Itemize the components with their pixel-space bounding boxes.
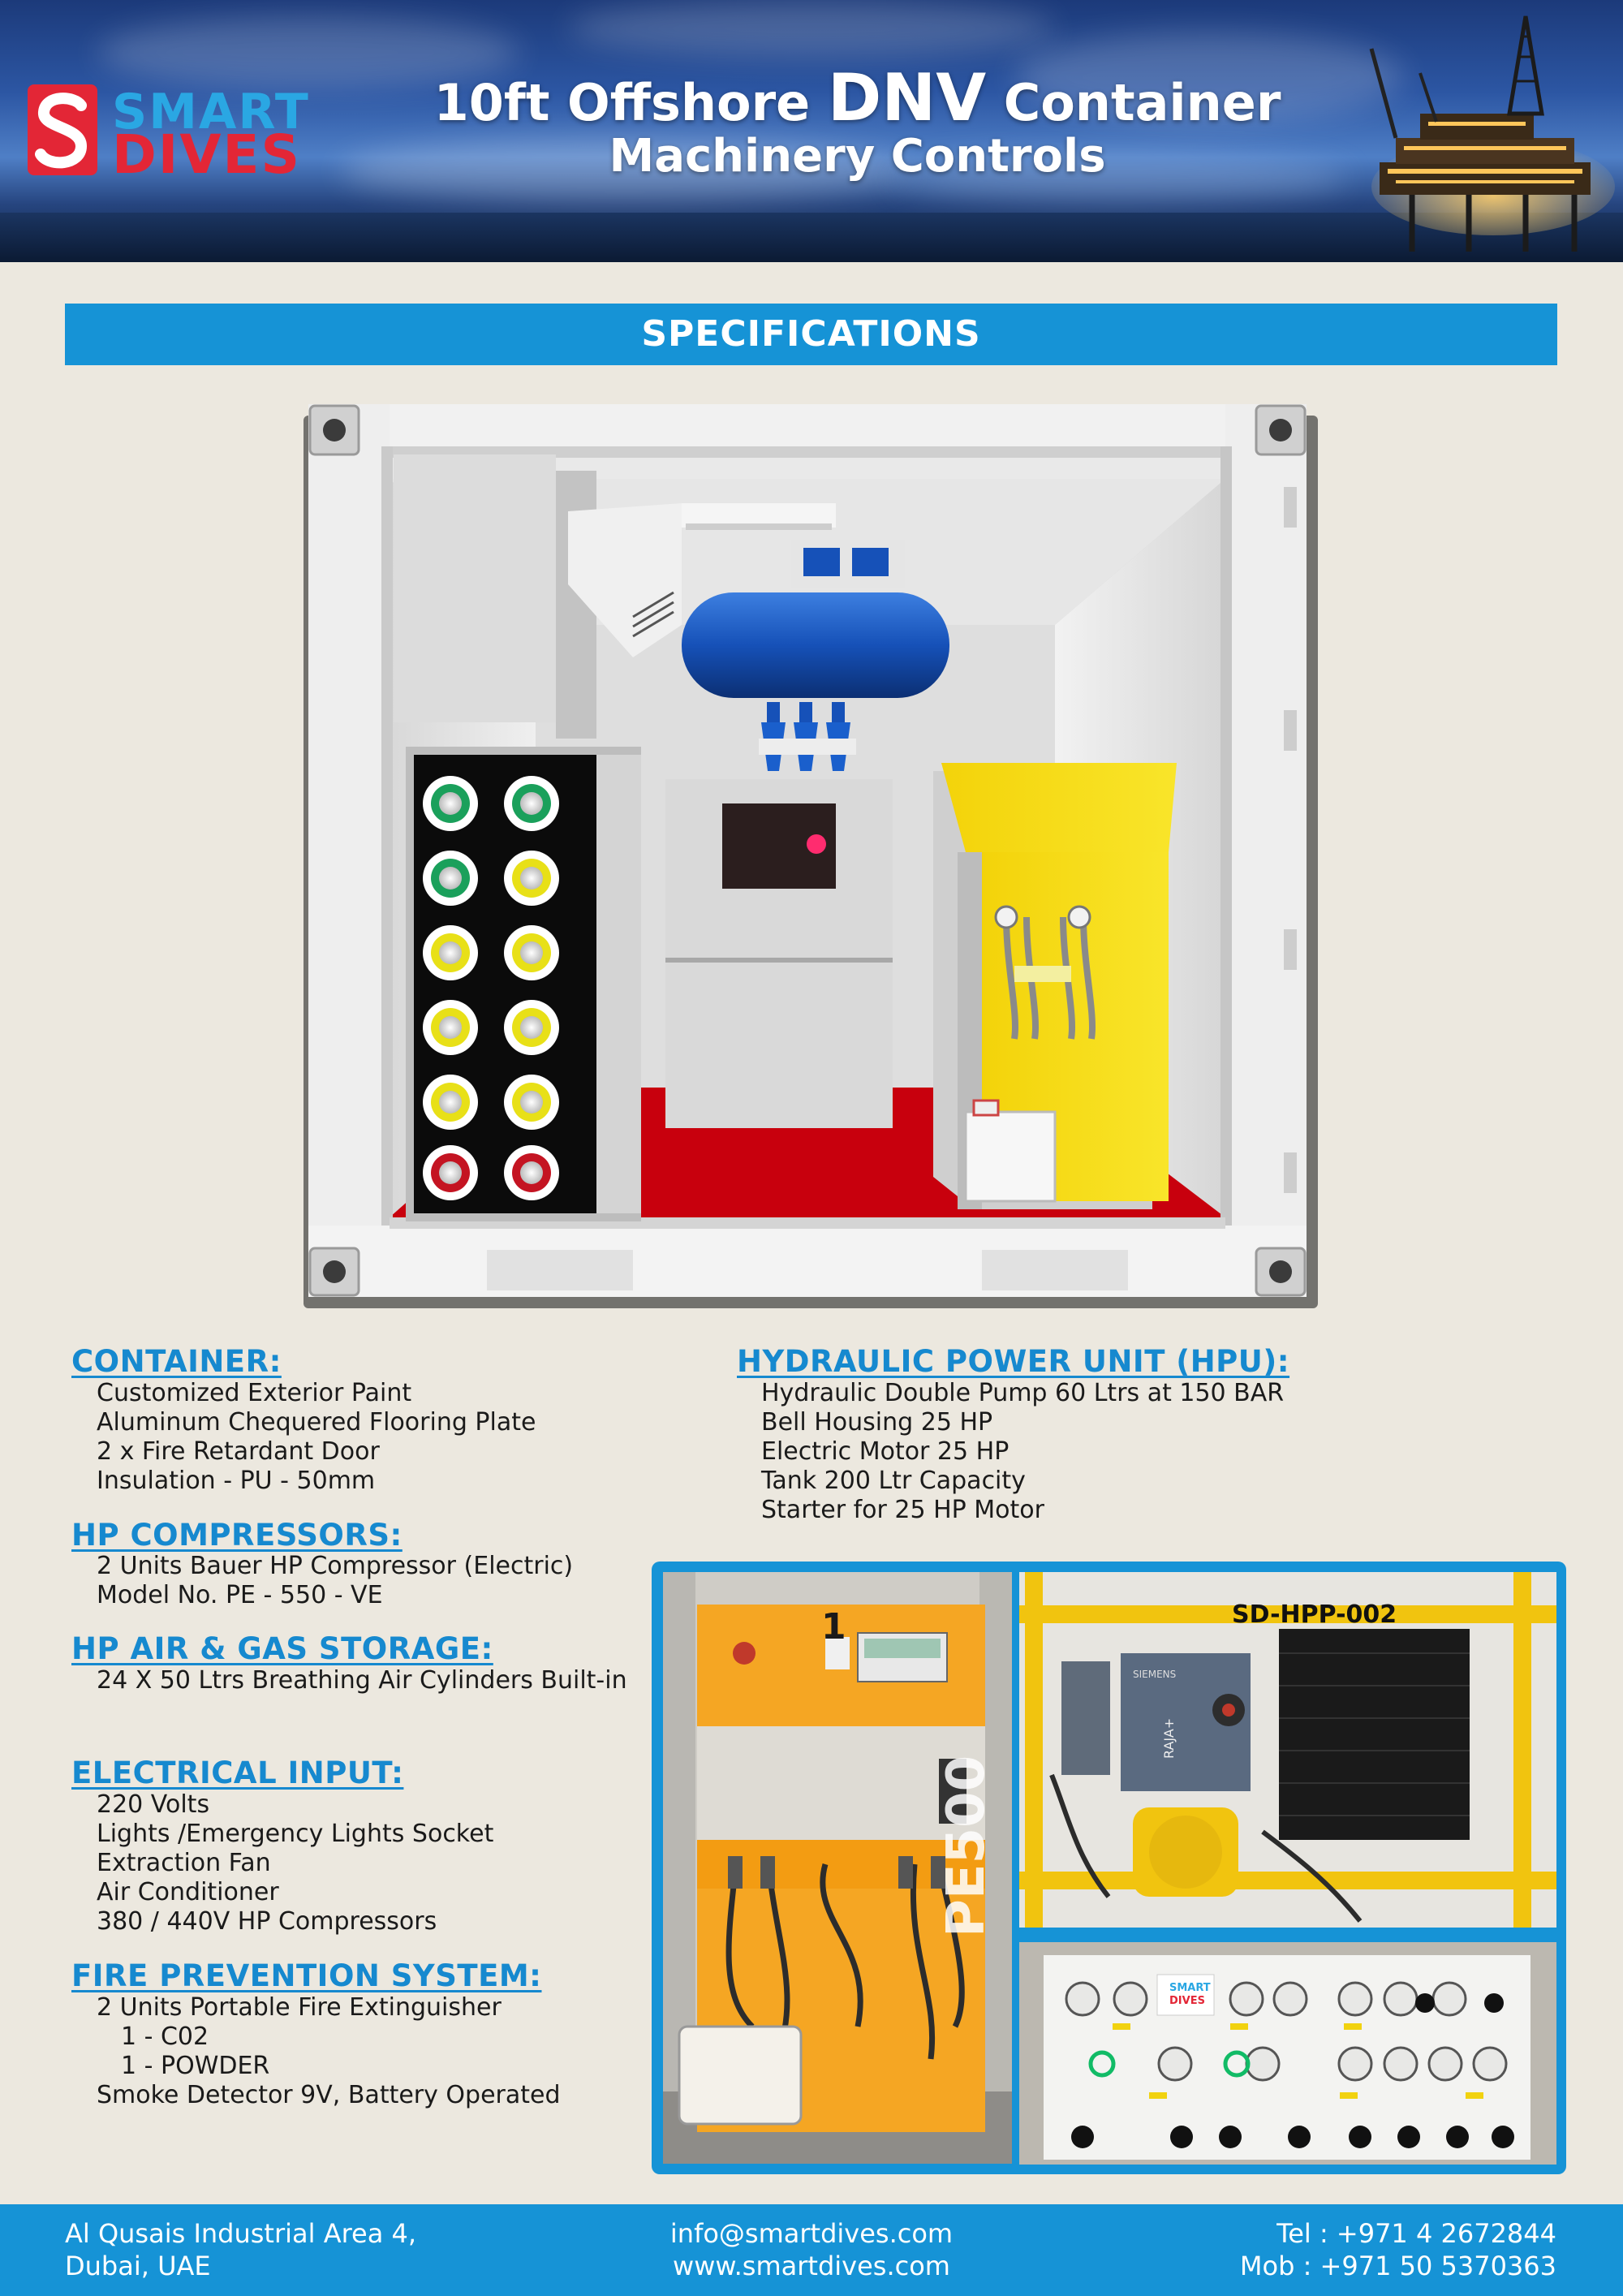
container-3d-render [292,398,1321,1315]
electrical-heading: ELECTRICAL INPUT: [71,1755,404,1790]
siemens-label: SIEMENS [1133,1669,1177,1680]
list-item: 2 Units Portable Fire Extinguisher [97,1993,502,2022]
raja-label: RAJA+ [1161,1717,1177,1759]
list-item: Aluminum Chequered Flooring Plate [97,1408,536,1437]
hp-compressors-heading: HP COMPRESSORS: [71,1518,403,1553]
list-item: Tank 200 Ltr Capacity [761,1467,1026,1495]
header-banner [0,0,1623,262]
panel-brand-1: SMART [1169,1982,1211,1994]
list-item: Customized Exterior Paint [97,1379,412,1407]
photo-compressor [663,1572,1012,2164]
list-item: Electric Motor 25 HP [761,1437,1010,1466]
list-item: Lights /Emergency Lights Socket [97,1820,494,1848]
list-item: Hydraulic Double Pump 60 Ltrs at 150 BAR [761,1379,1285,1407]
footer [0,2204,1623,2296]
container-list [97,1379,536,1496]
container-heading: CONTAINER: [71,1344,282,1379]
list-item: Smoke Detector 9V, Battery Operated [97,2081,561,2109]
hpu-list [761,1379,1284,1525]
oil-rig-image [1347,0,1623,262]
fire-prevention-list [97,1993,561,2110]
list-item: 24 X 50 Ltrs Breathing Air Cylinders Built-in [97,1666,627,1695]
page-subtitle: Machinery Controls [609,130,1106,183]
list-item: Extraction Fan [97,1849,271,1877]
list-item: Air Conditioner [97,1878,279,1906]
list-item: 2 Units Bauer HP Compressor (Electric) [97,1552,574,1580]
hp-compressors-list [97,1552,573,1610]
address-line-2: Dubai, UAE [65,2251,211,2281]
list-item: 2 x Fire Retardant Door [97,1437,380,1466]
storage-heading: HP AIR & GAS STORAGE: [71,1631,493,1666]
list-item: 220 Volts [97,1790,210,1819]
compressor-number: 1 [821,1606,846,1648]
photo-gauge-panel [1019,1942,1556,2165]
photo-gallery [652,1562,1566,2174]
address-line-1: Al Qusais Industrial Area 4, [65,2218,417,2249]
list-item: 1 - POWDER [121,2052,270,2080]
pe500-text: PE500 [936,1755,997,1937]
title-part3: Container [1003,73,1281,132]
footer-phones [1240,2217,1556,2282]
hpu-heading: HYDRAULIC POWER UNIT (HPU): [737,1344,1290,1379]
panel-brand-2: DIVES [1169,1995,1205,2007]
storage-list [97,1666,627,1695]
mob-number[interactable]: Mob : +971 50 5370363 [1239,2251,1556,2281]
brand-dives: DIVES [112,123,302,186]
website-link[interactable]: www.smartdives.com [673,2251,950,2281]
list-item: 1 - C02 [121,2022,209,2051]
fire-prevention-heading: FIRE PREVENTION SYSTEM: [71,1958,542,1993]
list-item: Insulation - PU - 50mm [97,1467,376,1495]
electrical-list [97,1790,493,1936]
photo-hpu [1019,1572,1556,1928]
title-dnv: DNV [827,60,987,136]
list-item: Starter for 25 HP Motor [761,1496,1044,1524]
email-link[interactable]: info@smartdives.com [669,2218,954,2249]
hpu-tag: SD-HPP-002 [1232,1600,1397,1629]
tel-number[interactable]: Tel : +971 4 2672844 [1276,2218,1556,2249]
title-part1: 10ft Offshore [433,73,811,132]
brand-smart: SMART [112,84,310,140]
list-item: Model No. PE - 550 - VE [97,1581,383,1609]
list-item: Bell Housing 25 HP [761,1408,993,1437]
list-item: 380 / 440V HP Compressors [97,1907,437,1936]
specifications-bar: SPECIFICATIONS [65,304,1557,365]
